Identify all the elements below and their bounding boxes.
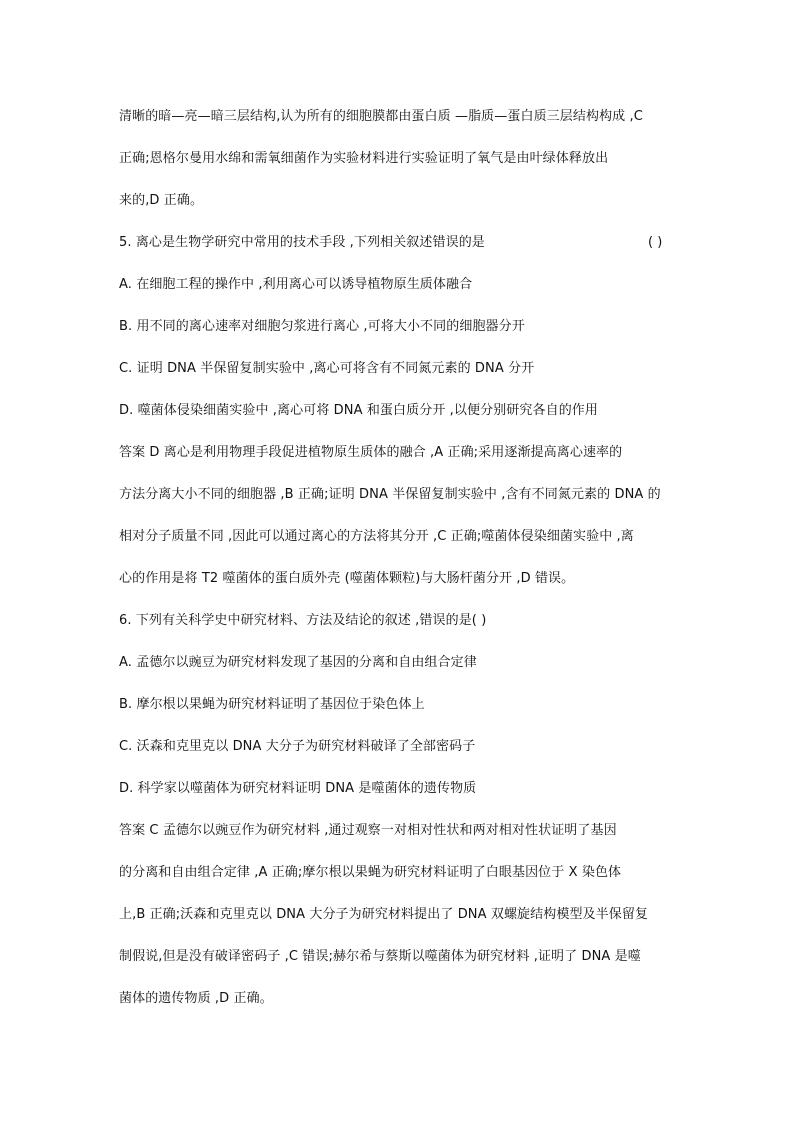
question-6-option-d: D. 科学家以噬菌体为研究材料证明 DNA 是噬菌体的遗传物质	[119, 781, 477, 796]
answer-6-line: 制假说,但是没有破译密码子 ,C 错误;赫尔希与蔡斯以噬菌体为研究材料 ,证明了 DNA 是噬	[119, 949, 641, 964]
text-line: 清晰的暗—亮—暗三层结构,认为所有的细胞膜都由蛋白质 —脂质—蛋白质三层结构构成 ,C	[119, 109, 643, 124]
question-6-option-a: A. 孟德尔以豌豆为研究材料发现了基因的分离和自由组合定律	[119, 655, 477, 670]
answer-5-line: 相对分子质量不同 ,因此可以通过离心的方法将其分开 ,C 正确;噬菌体侵染细菌实验中 ,离	[119, 529, 634, 544]
question-5-option-a: A. 在细胞工程的操作中 ,利用离心可以诱导植物原生质体融合	[119, 277, 473, 292]
question-6-option-c: C. 沃森和克里克以 DNA 大分子为研究材料破译了全部密码子	[119, 739, 476, 754]
answer-5-line: 答案 D 离心是利用物理手段促进植物原生质体的融合 ,A 正确;采用逐渐提高离心速率的	[119, 445, 623, 460]
answer-6-line: 上,B 正确;沃森和克里克以 DNA 大分子为研究材料提出了 DNA 双螺旋结构模型及半保留复	[119, 907, 649, 922]
answer-6-line: 的分离和自由组合定律 ,A 正确;摩尔根以果蝇为研究材料证明了白眼基因位于 X 染色体	[119, 865, 622, 880]
question-5-option-c: C. 证明 DNA 半保留复制实验中 ,离心可将含有不同氮元素的 DNA 分开	[119, 361, 535, 376]
question-5-option-d: D. 噬菌体侵染细菌实验中 ,离心可将 DNA 和蛋白质分开 ,以便分别研究各自的作用	[119, 403, 598, 418]
answer-5-line: 方法分离大小不同的细胞器 ,B 正确;证明 DNA 半保留复制实验中 ,含有不同氮元素的 DNA 的	[119, 487, 661, 502]
question-6-stem: 6. 下列有关科学史中研究材料、方法及结论的叙述 ,错误的是( )	[119, 613, 487, 628]
question-5-option-b: B. 用不同的离心速率对细胞匀浆进行离心 ,可将大小不同的细胞器分开	[119, 319, 525, 334]
text-line: 正确;恩格尔曼用水绵和需氧细菌作为实验材料进行实验证明了氧气是由叶绿体释放出	[119, 151, 609, 166]
question-5-stem: 5. 离心是生物学研究中常用的技术手段 ,下列相关叙述错误的是	[119, 235, 485, 250]
question-6-option-b: B. 摩尔根以果蝇为研究材料证明了基因位于染色体上	[119, 697, 425, 712]
answer-6-line: 菌体的遗传物质 ,D 正确。	[119, 991, 273, 1006]
answer-5-line: 心的作用是将 T2 噬菌体的蛋白质外壳 (噬菌体颗粒)与大肠杆菌分开 ,D 错误。	[119, 571, 575, 586]
answer-bracket: ( )	[648, 235, 663, 250]
answer-6-line: 答案 C 孟德尔以豌豆作为研究材料 ,通过观察一对相对性状和两对相对性状证明了基因	[119, 823, 617, 838]
text-line: 来的,D 正确。	[119, 193, 204, 208]
